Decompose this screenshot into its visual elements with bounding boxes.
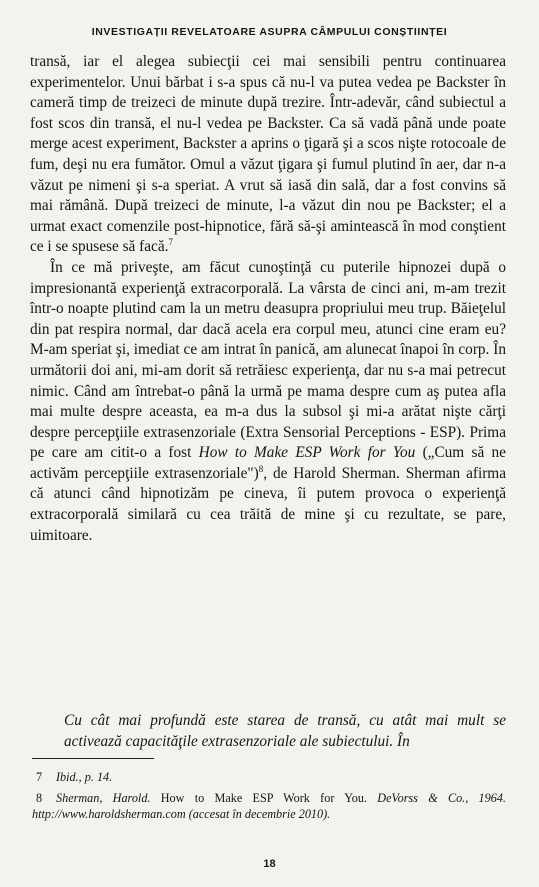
paragraph-2-text-b: („Cum să ne activăm percepţiile extrasenzoriale"): [30, 444, 506, 482]
book-title: How to Make ESP Work for You: [198, 444, 416, 462]
running-header: INVESTIGAȚII REVELATOARE ASUPRA CÂMPULUI CONȘTIINȚEI: [91, 26, 448, 38]
paragraph-2: [30, 258, 506, 546]
footnote-author: Sherman, Harold.: [56, 791, 151, 806]
paragraph-1: [30, 52, 506, 258]
footnote-8: [32, 790, 506, 822]
paragraph-1-text: transă, iar el alegea subiecţii cei mai sensibili pentru continuarea experimentelor. Unui bărbat i s-a spus că nu-l va putea vedea pe Backster în cameră timp de treizeci de minute după trezire. Într-adevăr, când subiectul a fost scos din transă, el nu-l vedea pe Backster. Ca să vadă până unde poate merge acest experiment, Backster a aprins o ţigară şi a scos nişte rotocoale de fum, deşi nu era fumător. Omul a văzut ţigara şi fumul plutind în aer, dar n-a văzut pe nimeni şi s-a speriat. A vrut să iasă din sală, dar a fost convins să mai rămână. După treizeci de minute, l-a văzut din nou pe Backster; el a urmat exact comenzile post-hipnotice, fără să-şi amintească în mod conştient ce i se spusese să facă: [30, 53, 506, 256]
footnote-number: 7: [36, 770, 43, 784]
paragraph-2-text-a: În ce mă priveşte, am făcut cunoştinţă cu puterile hipnozei după o impresionantă experienţă extracorporală. La vârsta de cinci ani, m-am trezit într-o noapte plutind cam la un metru deasupra propriului meu trup. Băieţelul din pat respira normal, dar dacă acela era corpul meu, atunci cine eram eu? M-am speriat şi, imediat ce am intrat în panică, am alunecat înapoi în corp. În următorii doi ani, mi-am dorit să retrăiesc experienţa, dar nu s-a mai petrecut nimic. Când am întrebat-o până la urmă pe mama despre cum aş putea afla mai multe despre aceasta, ea m-a dus la subsol şi mi-a arătat nişte cărţi despre percepţiile extrasenzoriale (Extra Sensorial Perceptions - ESP). Prima pe care am citit-o a fost: [30, 258, 506, 462]
footnote-text: Ibid., p. 14.: [56, 770, 113, 784]
footnote-book-title: How to Make ESP Work for You.: [150, 791, 378, 806]
footnote-divider: [32, 758, 154, 759]
paragraph-2-text-c: , de Harold Sherman. Sherman afirma că atunci când hipnotizăm pe cineva, îi putem provoca o experienţă extracorporală similară cu cea trăită de mine şi cu rezultate, se pare, uimitoare.: [30, 464, 506, 544]
footnote-publisher: DeVorss & Co., 1964. http://www.haroldsherman.com (accesat în decembrie 2010).: [32, 791, 506, 822]
footnotes: [32, 769, 506, 828]
body-text: [30, 52, 506, 546]
footnote-number: 8: [36, 791, 43, 806]
footnote-ref-8: 8: [258, 463, 264, 474]
footnote-ref-7: .$^7$: [164, 237, 173, 256]
page-number: 18: [263, 858, 276, 870]
footnote-7: [32, 769, 506, 785]
pull-quote: Cu cât mai profundă este starea de transă, cu atât mai mult se activează capacităţile extrasenzoriale ale subiectului. În: [64, 712, 506, 750]
